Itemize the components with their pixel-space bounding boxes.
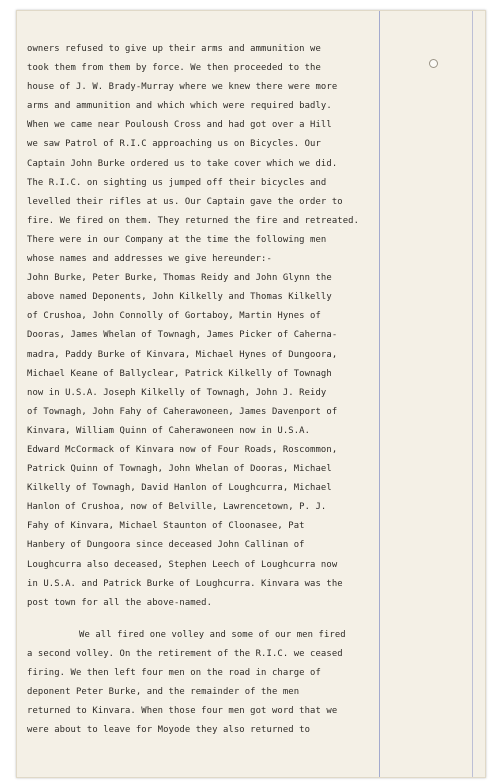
text-line: Fahy of Kinvara, Michael Staunton of Cloonasee, Pat (27, 521, 305, 532)
text-line: Edward McCormack of Kinvara now of Four Roads, Roscommon, (27, 444, 338, 455)
text-line: above named Deponents, John Kilkelly and Thomas Kilkelly (27, 292, 332, 303)
text-line: post town for all the above-named. (27, 597, 213, 608)
typed-text-body (27, 40, 387, 740)
paragraph-2 (27, 626, 387, 741)
margin-rule-outer (472, 11, 473, 777)
text-line: Kilkelly of Townagh, David Hanlon of Loughcurra, Michael (27, 483, 332, 494)
text-line: house of J. W. Brady-Murray where we knew there were more (27, 82, 338, 93)
text-line: The R.I.C. on sighting us jumped off their bicycles and (27, 177, 327, 188)
punch-hole (429, 59, 438, 68)
text-line: returned to Kinvara. When those four men got word that we (27, 706, 338, 717)
text-line: Michael Keane of Ballyclear, Patrick Kilkelly of Townagh (27, 368, 332, 379)
text-line: we saw Patrol of R.I.C approaching us on Bicycles. Our (27, 139, 321, 150)
text-line: deponent Peter Burke, and the remainder of the men (27, 687, 300, 698)
text-line: levelled their rifles at us. Our Captain gave the order to (27, 196, 343, 207)
text-line: Dooras, James Whelan of Townagh, James Picker of Caherna- (27, 330, 338, 341)
text-line: a second volley. On the retirement of the R.I.C. we ceased (27, 648, 343, 659)
text-line: madra, Paddy Burke of Kinvara, Michael Hynes of Dungoora, (27, 349, 338, 360)
text-line: arms and ammunition and which which were required badly. (27, 101, 332, 112)
text-line: Captain John Burke ordered us to take cover which we did. (27, 158, 338, 169)
paragraph-1 (27, 40, 387, 613)
text-line: There were in our Company at the time the following men (27, 234, 327, 245)
text-line: fire. We fired on them. They returned the fire and retreated. (27, 215, 360, 226)
text-line: whose names and addresses we give hereunder:- (27, 254, 272, 265)
text-line: of Townagh, John Fahy of Caherawoneen, James Davenport of (27, 406, 338, 417)
text-line: When we came near Pouloush Cross and had got over a Hill (27, 120, 332, 131)
text-line: We all fired one volley and some of our men fired (79, 629, 346, 640)
text-line: Loughcurra also deceased, Stephen Leech of Loughcurra now (27, 559, 338, 570)
text-line: firing. We then left four men on the road in charge of (27, 668, 321, 678)
text-line: Hanlon of Crushoa, now of Belville, Lawrencetown, P. J. (27, 502, 327, 513)
paragraph-gap (27, 613, 387, 626)
text-line: Hanbery of Dungoora since deceased John Callinan of (27, 540, 305, 551)
text-line: took them from them by force. We then proceeded to the (27, 63, 321, 74)
text-line: were about to leave for Moyode they also returned to (27, 725, 311, 736)
text-line: Patrick Quinn of Townagh, John Whelan of Dooras, Michael (27, 464, 332, 475)
text-line: now in U.S.A. Joseph Kilkelly of Townagh, John J. Reidy (27, 387, 327, 398)
text-line: in U.S.A. and Patrick Burke of Loughcurra. Kinvara was the (27, 578, 343, 589)
text-line: Kinvara, William Quinn of Caherawoneen now in U.S.A. (27, 425, 311, 436)
text-line: of Crushoa, John Connolly of Gortaboy, Martin Hynes of (27, 311, 321, 322)
text-line: John Burke, Peter Burke, Thomas Reidy and John Glynn the (27, 273, 332, 284)
text-line: owners refused to give up their arms and ammunition we (27, 44, 321, 54)
